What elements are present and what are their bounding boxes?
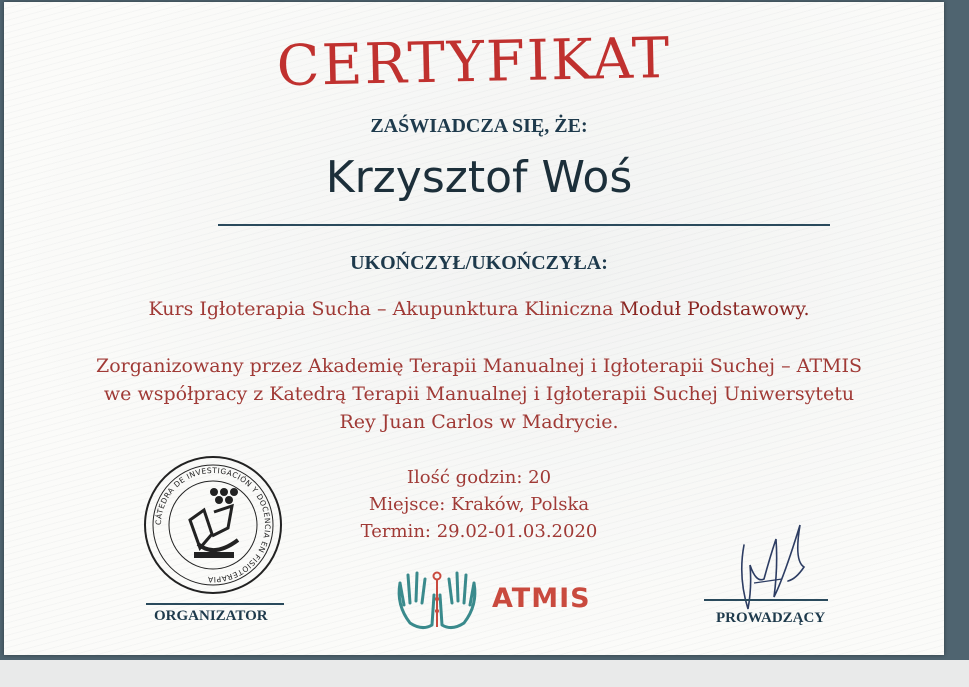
bottom-edge [0,660,969,687]
svg-text:CÁTEDRA DE INVESTIGACIÓN Y DOC [154,466,272,584]
attest-line: ZAŚWIADCZA SIĘ, ŻE: [370,115,588,137]
organized-line-2: we współpracy z Katedrą Terapii Manualnej i Igłoterapii Suchej Uniwersytetu [103,383,855,405]
organizer-label: ORGANIZATOR [154,608,268,624]
completed-line: UKOŃCZYŁ/UKOŃCZYŁA: [350,252,608,274]
course-line [4,295,954,323]
signature-icon [734,517,824,622]
organized-line-1: Zorganizowany przez Akademię Terapii Manualnej i Igłoterapii Suchej – ATMIS [96,355,862,377]
hands-logo-icon [392,565,482,635]
university-seal-icon [142,454,284,596]
instructor-line [704,599,828,601]
name-underline [218,224,830,226]
certificate-paper [4,2,944,655]
hours: Ilość godzin: 20 [406,467,552,488]
certificate-title: CERTYFIKAT [276,25,672,100]
course-module: Moduł Podstawowy. [619,298,810,320]
organized-by [4,352,954,436]
brand-name: ATMIS [492,583,591,614]
organized-line-3: Rey Juan Carlos w Madrycie. [339,411,619,433]
course-name: Kurs Igłoterapia Sucha – Akupunktura Kliniczna [148,298,620,320]
place: Miejsce: Kraków, Polska [368,494,590,515]
recipient-name: Krzysztof Woś [325,152,633,203]
organizer-line [146,603,284,605]
instructor-label: PROWADZĄCY [716,610,826,626]
dates: Termin: 29.02-01.03.2020 [360,521,598,542]
seal-text: CÁTEDRA DE INVESTIGACIÓN Y DOCENCIA EN FISIOTERAPIA [153,465,273,585]
